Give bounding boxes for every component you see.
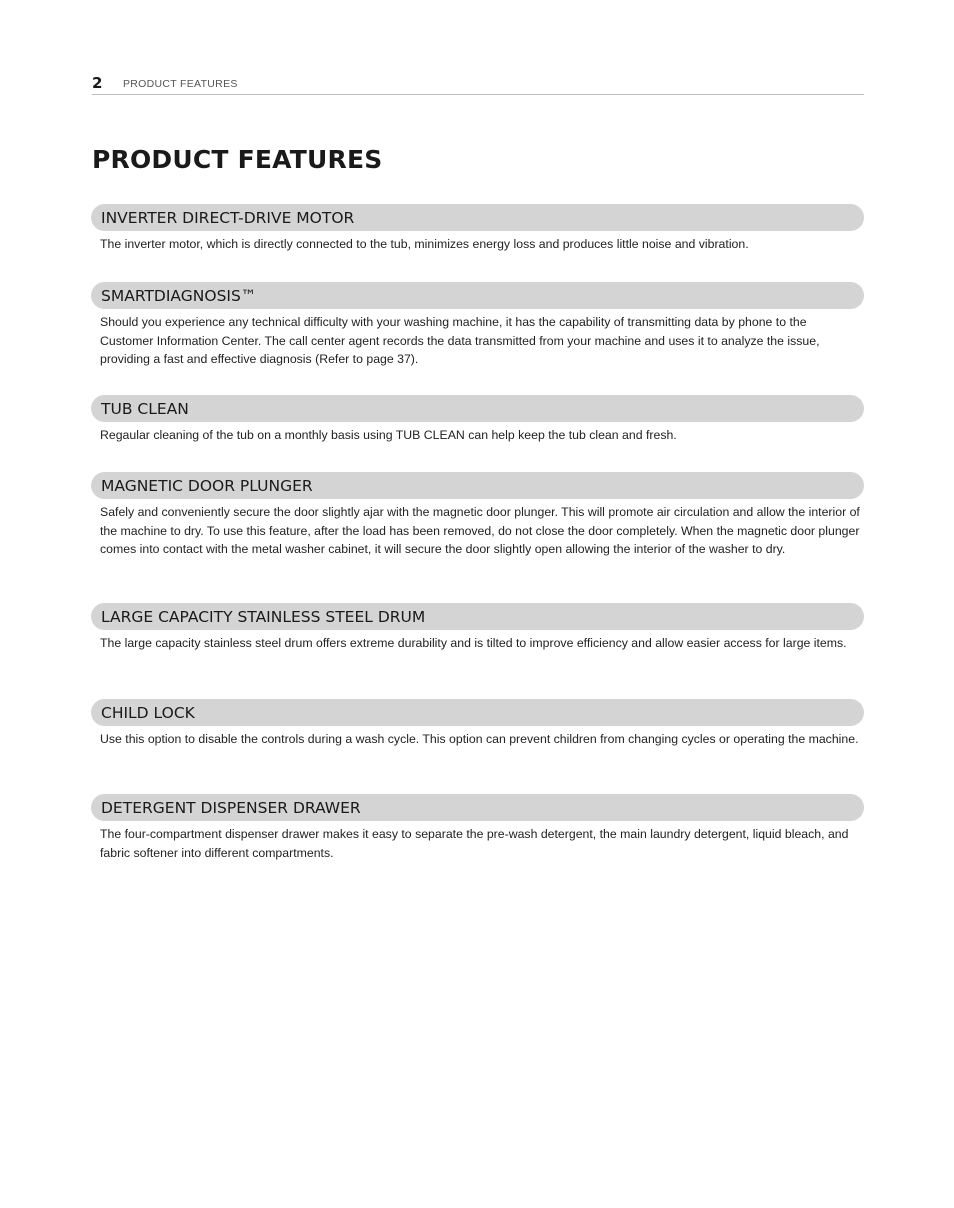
feature-magnetic-door-plunger — [91, 472, 864, 559]
feature-heading-bar — [91, 395, 864, 422]
feature-heading-bar — [91, 794, 864, 821]
feature-tub-clean — [91, 395, 864, 445]
feature-description: The inverter motor, which is directly connected to the tub, minimizes energy loss and produces little noise and vibration. — [100, 237, 749, 251]
feature-description: The large capacity stainless steel drum offers extreme durability and is tilted to improve efficiency and allow easier access for large items. — [100, 636, 847, 650]
feature-description: Regaular cleaning of the tub on a monthly basis using TUB CLEAN can help keep the tub clean and fresh. — [100, 428, 677, 442]
feature-heading: SMARTDIAGNOSIS™ — [101, 287, 257, 305]
running-header — [92, 74, 864, 95]
feature-heading-bar — [91, 472, 864, 499]
feature-heading: INVERTER DIRECT-DRIVE MOTOR — [101, 209, 355, 227]
feature-description: Use this option to disable the controls during a wash cycle. This option can prevent children from changing cycles or operating the machine. — [100, 732, 859, 746]
feature-heading: CHILD LOCK — [101, 704, 195, 722]
page-title: PRODUCT FEATURES — [92, 145, 383, 174]
feature-heading-bar — [91, 603, 864, 630]
feature-detergent-dispenser-drawer — [91, 794, 864, 862]
page-number: 2 — [92, 74, 103, 92]
feature-description: Safely and conveniently secure the door slightly ajar with the magnetic door plunger. This will promote air circulation and allow the interior of the machine to dry. To use this feature, after the load has been removed, do not close the door completely. When the magnetic door plunger comes into contact with the metal washer cabinet, it will secure the door slightly open allowing the interior of the washer to dry. — [100, 505, 860, 556]
feature-large-capacity-stainless-steel-drum — [91, 603, 864, 653]
running-title: PRODUCT FEATURES — [123, 78, 238, 90]
feature-description: The four-compartment dispenser drawer makes it easy to separate the pre-wash detergent, the main laundry detergent, liquid bleach, and fabric softener into different compartments. — [100, 827, 849, 860]
feature-heading-bar — [91, 282, 864, 309]
feature-description: Should you experience any technical difficulty with your washing machine, it has the capability of transmitting data by phone to the Customer Information Center. The call center agent records the data transmitted from your machine and uses it to analyze the issue, providing a fast and effective diagnosis (Refer to page 37). — [100, 315, 820, 366]
feature-inverter-direct-drive-motor — [91, 204, 864, 254]
feature-smartdiagnosis — [91, 282, 864, 369]
feature-heading-bar — [91, 699, 864, 726]
feature-heading: DETERGENT DISPENSER DRAWER — [101, 799, 361, 817]
feature-child-lock — [91, 699, 864, 749]
feature-heading: MAGNETIC DOOR PLUNGER — [101, 477, 313, 495]
feature-heading: LARGE CAPACITY STAINLESS STEEL DRUM — [101, 608, 426, 626]
feature-heading: TUB CLEAN — [101, 400, 189, 418]
feature-heading-bar — [91, 204, 864, 231]
